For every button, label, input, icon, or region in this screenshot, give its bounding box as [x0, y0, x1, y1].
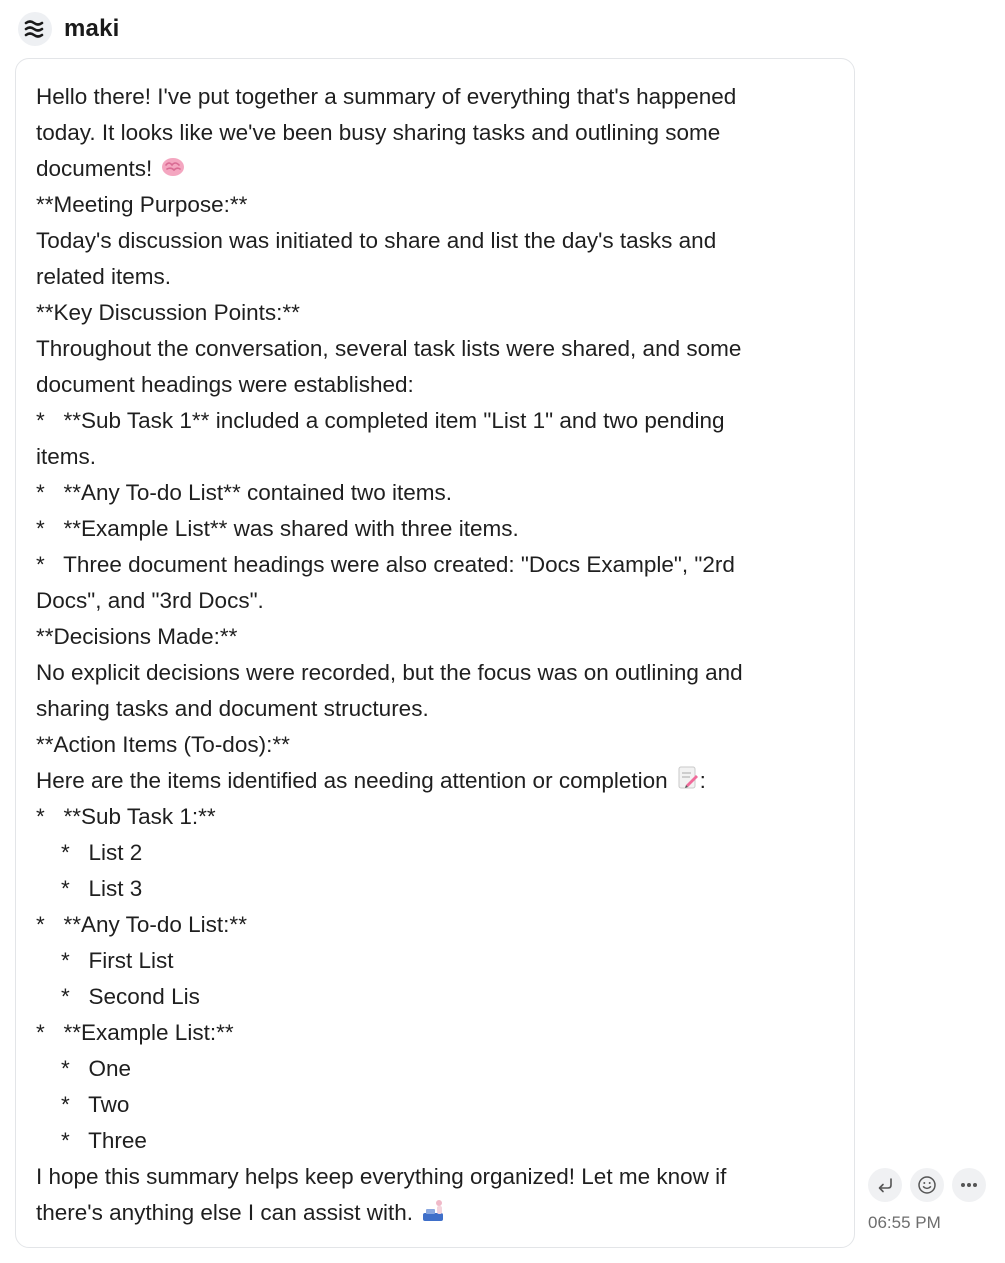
message-line-text: there's anything else I can assist with. [36, 1200, 413, 1225]
message-line-text: * **Example List:** [36, 1020, 234, 1045]
message-line-text: * **Sub Task 1:** [36, 804, 216, 829]
message-line [36, 115, 834, 151]
message-line [36, 943, 834, 979]
message-timestamp: 06:55 PM [868, 1213, 941, 1232]
wave-logo-icon [24, 18, 46, 40]
message-line-text: Hello there! I've put together a summary of everything that's happened [36, 84, 737, 109]
message-line [36, 295, 834, 331]
message-line [36, 331, 834, 367]
react-button[interactable] [910, 1168, 944, 1202]
message-line-suffix: : [699, 768, 706, 793]
message-line [36, 1015, 834, 1051]
message-line [36, 1123, 834, 1159]
message-line-text: * Two [36, 1092, 130, 1117]
message-line [36, 187, 834, 223]
message-line-text: * Three [36, 1128, 147, 1153]
message-line [36, 1159, 834, 1195]
message-header [18, 10, 120, 48]
message-line [36, 907, 834, 943]
message-line-text: **Meeting Purpose:** [36, 192, 248, 217]
message-line-text: * **Example List** was shared with three items. [36, 516, 519, 541]
message-line-text: No explicit decisions were recorded, but the focus was on outlining and [36, 660, 743, 685]
message-line-text: Here are the items identified as needing attention or completion [36, 768, 668, 793]
message-line-text: * **Sub Task 1** included a completed item "List 1" and two pending [36, 408, 725, 433]
message-line [36, 727, 834, 763]
message-line [36, 691, 834, 727]
message-line-text: Docs", and "3rd Docs". [36, 588, 264, 613]
message-line [36, 475, 834, 511]
message-line-text: Today's discussion was initiated to share and list the day's tasks and [36, 228, 717, 253]
smiley-icon [917, 1175, 937, 1195]
message-line-text: * **Any To-do List:** [36, 912, 247, 937]
message-line-text: * One [36, 1056, 132, 1081]
message-line [36, 403, 834, 439]
avatar[interactable] [18, 12, 52, 46]
person-at-desk-emoji [421, 1197, 447, 1234]
message-line [36, 547, 834, 583]
message-line-text: **Key Discussion Points:** [36, 300, 300, 325]
message-line-text: I hope this summary helps keep everything organized! Let me know if [36, 1164, 727, 1189]
message-line [36, 619, 834, 655]
message-line [36, 799, 834, 835]
message-line [36, 79, 834, 115]
message-line [36, 511, 834, 547]
message-line-text: * Three document headings were also created: "Docs Example", "2rd [36, 552, 735, 577]
message-line-text: * List 2 [36, 840, 143, 865]
message-line-text: sharing tasks and document structures. [36, 696, 429, 721]
message-line [36, 871, 834, 907]
message-line-text: today. It looks like we've been busy sharing tasks and outlining some [36, 120, 721, 145]
message-line-text: Throughout the conversation, several task lists were shared, and some [36, 336, 742, 361]
message-line [36, 367, 834, 403]
message-line [36, 763, 834, 799]
message-line-text: items. [36, 444, 97, 469]
brain-emoji [160, 154, 186, 190]
message-line [36, 1195, 834, 1231]
more-horizontal-icon [959, 1175, 979, 1195]
message-line [36, 655, 834, 691]
message-bubble [15, 58, 855, 1248]
message-line [36, 979, 834, 1015]
message-actions [868, 1168, 986, 1202]
message-line [36, 223, 834, 259]
message-line [36, 151, 834, 187]
message-body [36, 79, 834, 1231]
message-line-text: * List 3 [36, 876, 143, 901]
message-line-text: * First List [36, 948, 174, 973]
message-line [36, 1087, 834, 1123]
message-line [36, 259, 834, 295]
message-line-text: * Second Lis [36, 984, 200, 1009]
reply-button[interactable] [868, 1168, 902, 1202]
message-line-text: related items. [36, 264, 172, 289]
message-line [36, 439, 834, 475]
message-line [36, 835, 834, 871]
message-line-text: * **Any To-do List** contained two items. [36, 480, 453, 505]
sender-name[interactable]: maki [64, 15, 120, 42]
message-line-text: **Decisions Made:** [36, 624, 238, 649]
message-line [36, 1051, 834, 1087]
memo-emoji [676, 765, 700, 802]
message-line-text: documents! [36, 156, 153, 181]
message-line-text: **Action Items (To-dos):** [36, 732, 290, 757]
reply-icon [875, 1175, 895, 1195]
more-button[interactable] [952, 1168, 986, 1202]
message-line-text: document headings were established: [36, 372, 414, 397]
message-line [36, 583, 834, 619]
